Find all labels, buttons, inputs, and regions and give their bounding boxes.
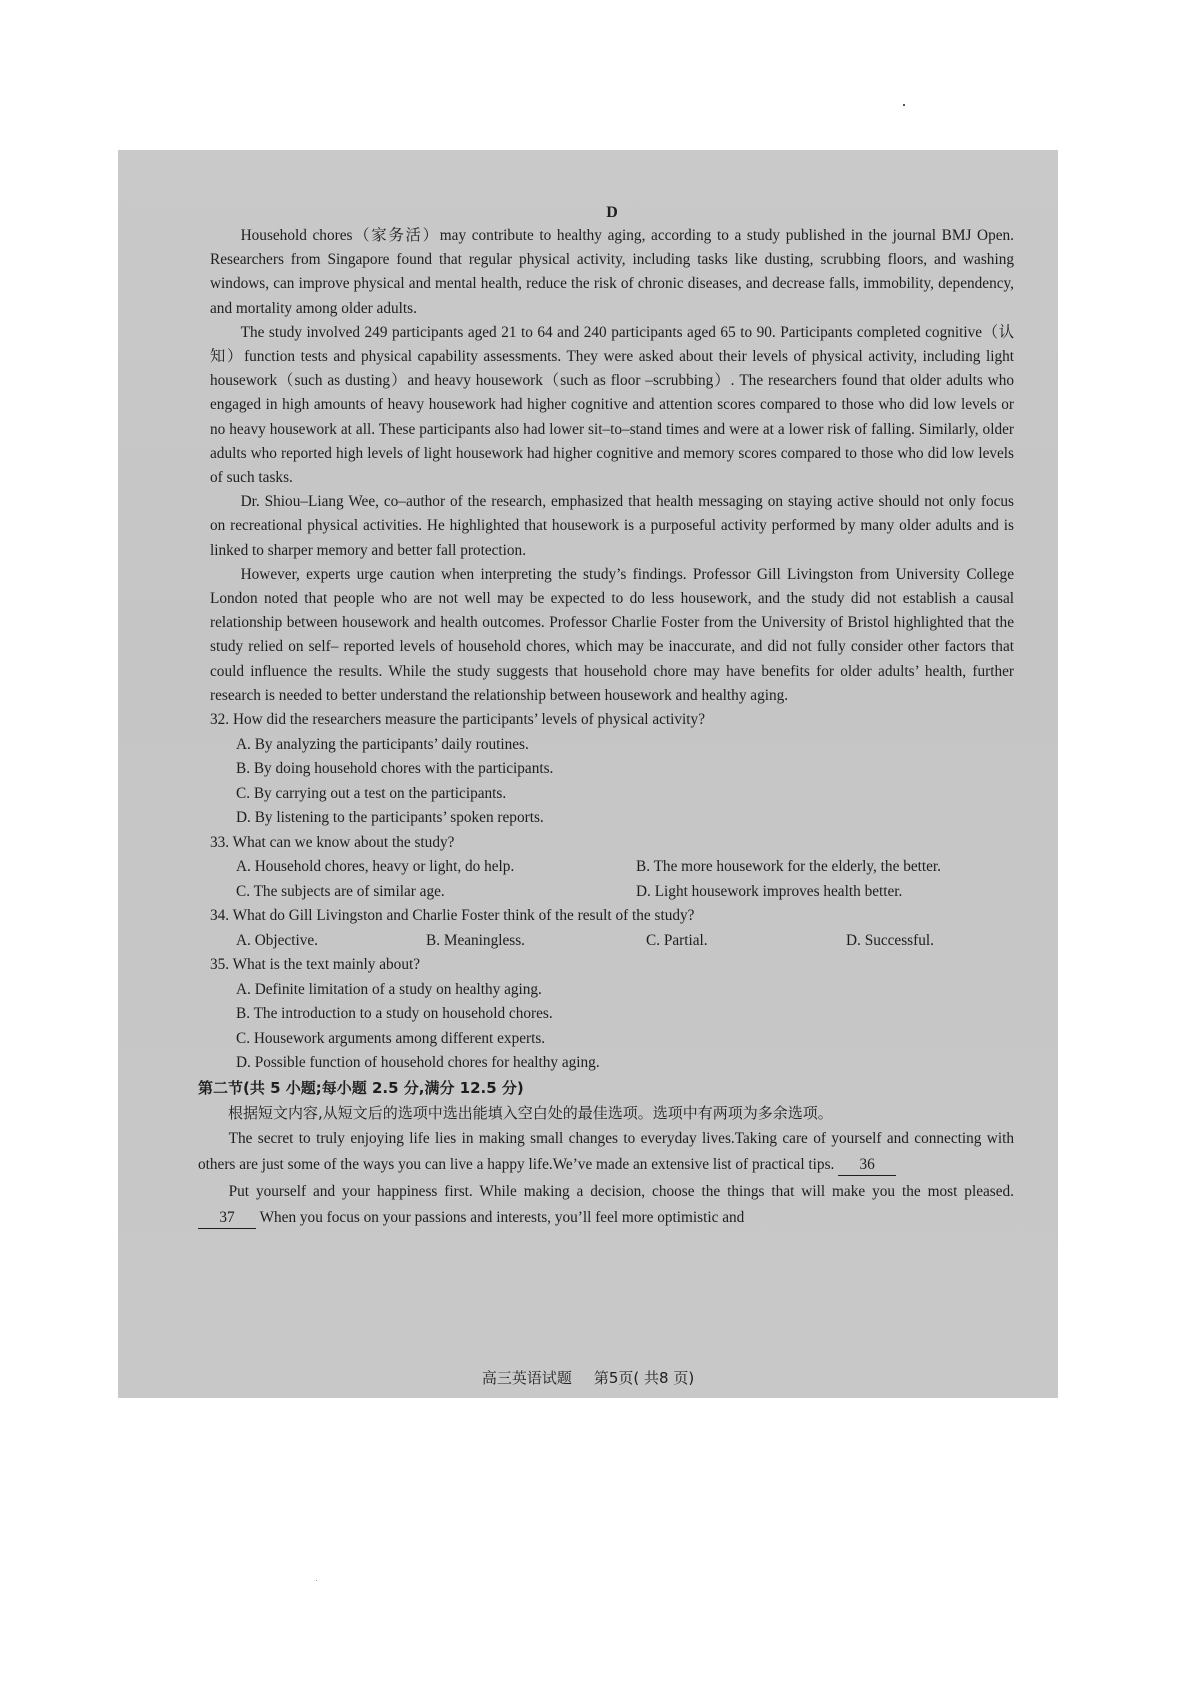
passage-paragraph-2: The study involved 249 participants aged 21 to 64 and 240 participants aged 65 to 90. Participants completed cognitive（认知）function tests and physical capability assessments. They were asked about their levels of physical activity, including light housework（such as dusting）and heavy housework（such as floor –scrubbing）. The researchers found that older adults who engaged in high amounts of heavy housework had higher cognitive and attention scores compared to those who did low levels or no heavy housework at all. These participants also had lower sit–to–stand times and were at a lower risk of falling. Similarly, older adults who reported high levels of light housework had higher cognitive and memory scores compared to those who did low levels of such tasks.	[210, 323, 1014, 487]
blank-36: 36	[838, 1155, 896, 1176]
section-instruction: 根据短文内容,从短文后的选项中选出能填入空白处的最佳选项。选项中有两项为多余选项。	[228, 1103, 833, 1122]
scan-speck	[316, 1580, 317, 1581]
cloze-text: Put yourself and your happiness first. While making a decision, choose the things that will make you the most pleased.	[228, 1182, 1014, 1200]
option-b: B. The introduction to a study on household chores.	[236, 1005, 553, 1023]
footer-subject: 高三英语试题	[481, 1369, 572, 1387]
option-b: B. The more housework for the elderly, the better.	[636, 858, 941, 876]
reading-passage	[210, 224, 1014, 708]
option-a: A. Objective.	[236, 931, 318, 949]
option-b: B. By doing household chores with the participants.	[236, 760, 554, 778]
passage-paragraph-3: Dr. Shiou–Liang Wee, co–author of the research, emphasized that health messaging on staying active should not only focus on recreational physical activities. He highlighted that housework is a purposeful activity performed by many older adults and is linked to sharper memory and better fall protection.	[210, 493, 1014, 559]
cloze-paragraph-1	[198, 1126, 1014, 1179]
section-heading: 第二节(共 5 小题;每小题 2.5 分,满分 12.5 分)	[198, 1078, 524, 1097]
option-d: D. By listening to the participants’ spoken reports.	[236, 809, 544, 827]
passage-paragraph-1: Household chores（家务活）may contribute to healthy aging, according to a study published in the journal BMJ Open. Researchers from Singapore found that regular physical activity, including tasks like dusting, scrubbing floors, and washing windows, can improve physical and mental health, reduce the risk of chronic diseases, and decrease falls, immobility, dependency, and mortality among older adults.	[210, 227, 1014, 317]
option-a: A. By analyzing the participants’ daily routines.	[236, 735, 529, 753]
cloze-text: When you focus on your passions and interests, you’ll feel more optimistic and	[259, 1209, 745, 1227]
cloze-paragraph-2	[198, 1179, 1014, 1232]
scan-speck	[903, 104, 905, 106]
question-options	[210, 855, 1014, 904]
blank-37: 37	[198, 1208, 256, 1229]
question-stem: 33. What can we know about the study?	[210, 833, 455, 851]
option-c: C. By carrying out a test on the participants.	[236, 784, 507, 802]
option-a: A. Household chores, heavy or light, do help.	[236, 858, 515, 876]
option-c: C. The subjects are of similar age.	[236, 882, 445, 900]
question-32	[210, 708, 1014, 831]
option-c: C. Partial.	[646, 931, 708, 949]
question-stem: 35. What is the text mainly about?	[210, 956, 421, 974]
option-a: A. Definite limitation of a study on healthy aging.	[236, 980, 542, 998]
question-35	[210, 953, 1014, 1076]
option-b: B. Meaningless.	[426, 931, 525, 949]
question-options	[210, 978, 1014, 1076]
option-d: D. Possible function of household chores for healthy aging.	[236, 1054, 600, 1072]
scanned-exam-page	[118, 150, 1058, 1398]
section-letter: D	[606, 204, 618, 221]
question-34	[210, 904, 1014, 953]
footer-page-number: 第5页( 共8 页)	[593, 1369, 695, 1387]
question-33	[210, 831, 1014, 905]
question-stem: 32. How did the researchers measure the participants’ levels of physical activity?	[210, 711, 705, 729]
question-options	[210, 733, 1014, 831]
cloze-text: The secret to truly enjoying life lies in making small changes to everyday lives.Taking care of yourself and connecting with others are just some of the ways you can live a happy life.We’ve made an extensive list of practical tips.	[198, 1129, 1014, 1174]
option-d: D. Successful.	[846, 931, 934, 949]
page-footer	[118, 1367, 1058, 1388]
option-c: C. Housework arguments among different experts.	[236, 1029, 546, 1047]
question-options	[210, 929, 1014, 954]
passage-paragraph-4: However, experts urge caution when interpreting the study’s findings. Professor Gill Livingston from University College London noted that people who are not well may be expected to do less housework, and the study did not establish a causal relationship between housework and health outcomes. Professor Charlie Foster from the University of Bristol highlighted that the study relied on self– reported levels of household chores, which may be inaccurate, and did not fully consider other factors that could influence the results. While the study suggests that household chore may have benefits for older adults’ health, further research is needed to better understand the relationship between housework and healthy aging.	[210, 565, 1014, 704]
option-d: D. Light housework improves health better.	[636, 882, 903, 900]
question-stem: 34. What do Gill Livingston and Charlie Foster think of the result of the study?	[210, 907, 695, 925]
section-two	[198, 1076, 1014, 1232]
